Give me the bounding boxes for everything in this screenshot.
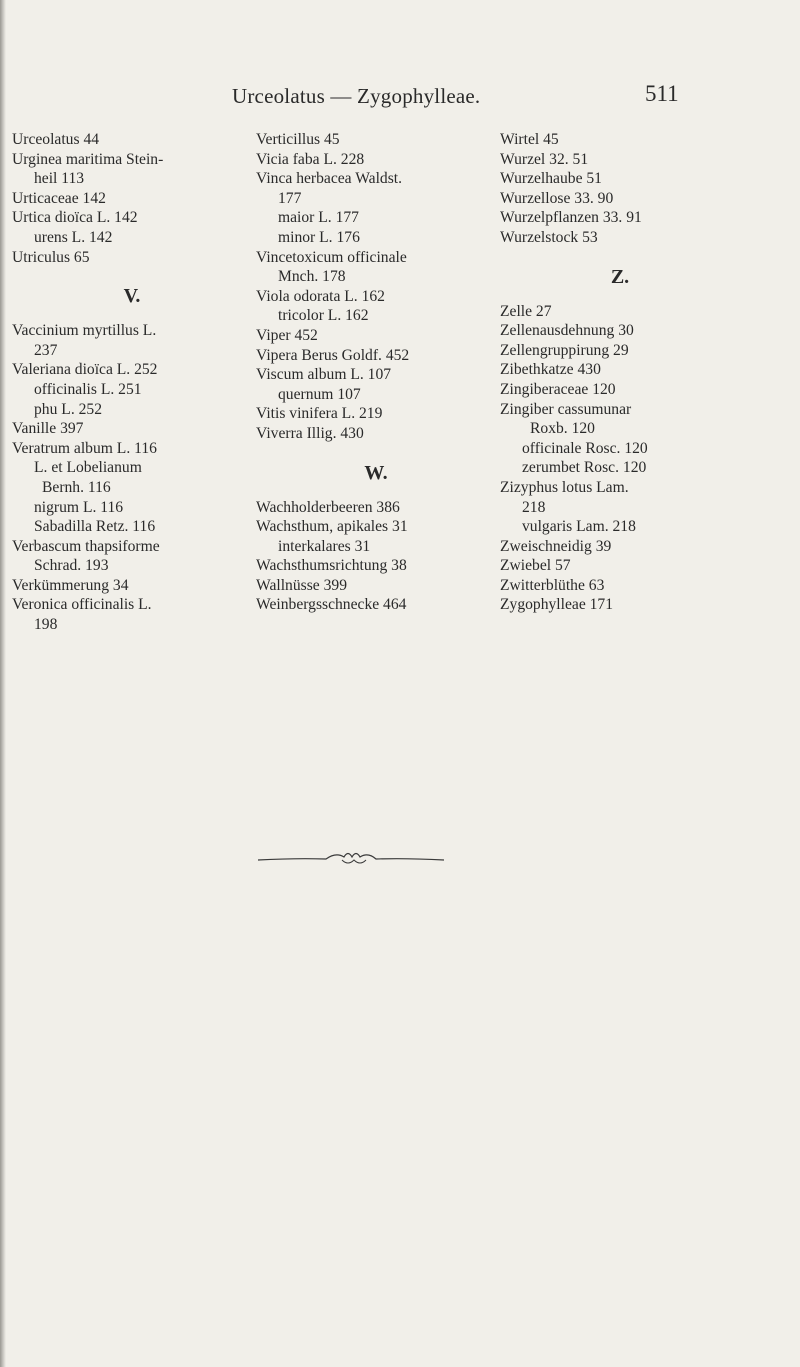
index-entry: Zingiber cassumunar [500, 400, 632, 418]
index-subentry: zerumbet Rosc. 120 [522, 459, 647, 477]
index-subentry: Schrad. 193 [34, 557, 109, 575]
index-entry: Urceolatus 44 [12, 131, 100, 148]
index-entry: Zellengruppirung 29 [500, 341, 629, 359]
running-head [0, 81, 800, 114]
index-entry: Wallnüsse 399 [256, 576, 347, 594]
index-column-2 [256, 130, 486, 615]
index-entry: Verbascum thapsiforme [12, 537, 160, 555]
index-entry: Viola odorata L. 162 [256, 287, 385, 305]
index-subentry: Bernh. 116 [42, 478, 111, 496]
index-entry: Weinbergsschnecke 464 [256, 596, 407, 614]
tailpiece-ornament [256, 846, 446, 870]
index-subentry: maior L. 177 [278, 209, 359, 227]
index-subentry: urens L. 142 [34, 228, 113, 246]
index-subentry: vulgaris Lam. 218 [522, 518, 636, 536]
index-entry: Zingiberaceae 120 [500, 380, 616, 398]
index-entry: Vinca herbacea Waldst. [256, 170, 403, 188]
index-subentry: Sabadilla Retz. 116 [34, 518, 156, 536]
index-column-1 [12, 130, 242, 635]
index-subentry: nigrum L. 116 [34, 498, 124, 516]
index-subentry: phu L. 252 [34, 400, 103, 418]
index-entry: Urginea maritima Stein- [12, 150, 164, 168]
index-column-3 [500, 130, 770, 615]
index-subentry: officinalis L. 251 [34, 380, 142, 398]
index-entry: Veronica officinalis L. [12, 596, 152, 614]
index-entry: Utriculus 65 [12, 248, 90, 266]
index-subentry: 218 [522, 498, 546, 516]
index-entry: Verticillus 45 [256, 131, 340, 148]
running-head-title: Urceolatus — Zygophylleae. [232, 84, 481, 108]
index-entry: Vaccinium myrtillus L. [12, 322, 157, 340]
index-subentry: 237 [34, 341, 58, 359]
index-subentry: L. et Lobelianum [34, 459, 142, 477]
index-entry: Urtica dioïca L. 142 [12, 209, 138, 227]
page-binding-edge [0, 0, 6, 1367]
index-entry: Wirtel 45 [500, 131, 559, 148]
index-entry: Zizyphus lotus Lam. [500, 478, 629, 496]
index-entry: Vincetoxicum officinale [256, 248, 407, 266]
index-subentry: 177 [278, 189, 302, 207]
index-entry: Vicia faba L. 228 [256, 150, 365, 168]
index-subentry: Mnch. 178 [278, 268, 346, 286]
index-entry: Veratrum album L. 116 [12, 439, 157, 457]
index-entry: Zelle 27 [500, 302, 552, 320]
index-subentry: quernum 107 [278, 385, 361, 403]
index-entry: Vanille 397 [12, 420, 84, 438]
index-entry: Valeriana dioïca L. 252 [12, 361, 158, 379]
index-entry: Urticaceae 142 [12, 189, 106, 207]
index-subentry: tricolor L. 162 [278, 307, 369, 325]
index-entry: Zellenausdehnung 30 [500, 322, 634, 340]
index-subentry: heil 113 [34, 170, 85, 188]
index-entry: Viverra Illig. 430 [256, 424, 364, 442]
page-number: 511 [645, 81, 679, 106]
index-entry: Viper 452 [256, 326, 318, 344]
index-entry: Wurzelstock 53 [500, 228, 598, 246]
index-entry: Wurzel 32. 51 [500, 150, 589, 168]
index-subentry: officinale Rosc. 120 [522, 439, 648, 457]
index-entry: Wachsthumsrichtung 38 [256, 557, 407, 575]
index-entry: Zwiebel 57 [500, 557, 571, 575]
index-entry: Wurzelhaube 51 [500, 170, 602, 188]
index-entry: Wachholderbeeren 386 [256, 498, 400, 516]
index-entry: Verkümmerung 34 [12, 576, 129, 594]
index-subentry: 198 [34, 616, 58, 634]
index-entry: Wurzelpflanzen 33. 91 [500, 209, 642, 227]
index-entry: Wurzellose 33. 90 [500, 189, 614, 207]
index-entry: Zibethkatze 430 [500, 361, 601, 379]
index-entry: Vitis vinifera L. 219 [256, 405, 383, 423]
index-subentry: Roxb. 120 [530, 420, 595, 438]
index-entry: Zygophylleae 171 [500, 596, 614, 614]
index-entry: Viscum album L. 107 [256, 366, 392, 384]
index-subentry: minor L. 176 [278, 228, 360, 246]
index-subentry: interkalares 31 [278, 537, 371, 555]
index-entry: Vipera Berus Goldf. 452 [256, 346, 410, 364]
section-letter: W. [364, 461, 388, 484]
section-letter: Z. [610, 265, 630, 288]
index-entry: Zweischneidig 39 [500, 537, 612, 555]
index-entry: Zwitterblüthe 63 [500, 576, 605, 594]
section-letter: V. [123, 285, 141, 308]
index-entry: Wachsthum, apikales 31 [256, 518, 408, 536]
